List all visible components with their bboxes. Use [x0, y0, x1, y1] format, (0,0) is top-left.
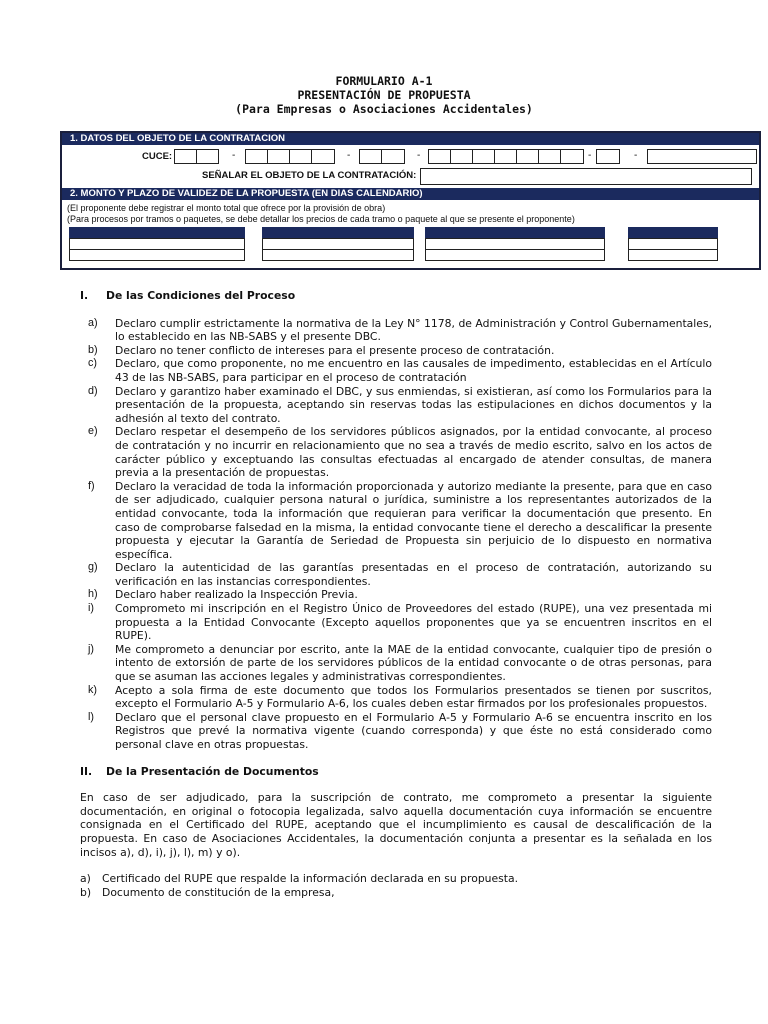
- form-scope: (Para Empresas o Asociaciones Accidentales): [235, 102, 533, 116]
- cuce-digit-input[interactable]: [381, 149, 405, 164]
- condition-item: [80, 317, 712, 344]
- item-text: Declaro, que como proponente, no me encuentro en las causales de impedimento, establecidas en el Artículo 43 de las NB-SABS, para participar en el proceso de contratación: [115, 357, 712, 384]
- cuce-digit-input[interactable]: [311, 149, 335, 164]
- cuce-digit-input[interactable]: [196, 149, 219, 164]
- item-marker: a): [80, 872, 91, 886]
- price-input-cell[interactable]: [262, 249, 414, 261]
- item-text: Declaro haber realizado la Inspección Previa.: [115, 588, 358, 602]
- cuce-digit-input[interactable]: [267, 149, 290, 164]
- item-marker: f): [88, 479, 95, 492]
- item-marker: i): [88, 602, 94, 615]
- objeto-input[interactable]: [420, 168, 752, 185]
- price-column: [628, 228, 718, 261]
- item-text: Declaro que el personal clave propuesto en el Formulario A-5 y Formulario A-6 se encuentra inscrito en los Registros que prevé la normativa vigente (cuando corresponda) y que éste no está considerado como personal clave en otras propuestas.: [115, 710, 712, 751]
- cuce-digit-input[interactable]: [494, 149, 517, 164]
- condition-item: [80, 344, 712, 358]
- section-1-title: [80, 289, 712, 303]
- condition-item: [80, 643, 712, 684]
- price-input-cell[interactable]: [628, 249, 718, 261]
- item-text: Declaro cumplir estrictamente la normativa de la Ley N° 1178, de Administración y Control Gubernamentales, lo establecido en las NB-SABS y el presente DBC.: [115, 316, 712, 344]
- conditions-list: [80, 317, 712, 752]
- condition-item: [80, 480, 712, 562]
- objeto-label: SEÑALAR EL OBJETO DE LA CONTRATACIÓN:: [202, 170, 417, 181]
- section-2-number: II.: [80, 764, 93, 778]
- item-marker: l): [88, 710, 94, 723]
- item-marker: c): [88, 357, 97, 370]
- cuce-digit-input[interactable]: [245, 149, 268, 164]
- price-input-cell[interactable]: [69, 249, 245, 261]
- cuce-number-input[interactable]: [647, 149, 757, 164]
- condition-item: [80, 561, 712, 588]
- item-text: Comprometo mi inscripción en el Registro Único de Proveedores del estado (RUPE), una vez presentada mi propuesta a la Entidad Convocante (Excepto aquellos proponentes que ya se encuentren inscritos en el RUPE).: [115, 602, 712, 643]
- price-column: [425, 228, 605, 261]
- section-2-title-text: De la Presentación de Documentos: [106, 764, 319, 778]
- item-text: Declaro la veracidad de toda la información proporcionada y autorizo mediante la presente, para que en caso de ser adjudicado, cualquier persona natural o jurídica, suministre a los representantes autorizados de la entidad convocante, toda la información que requieran para verificar la documentación que presento. En caso de comprobarse falsedad en la misma, la entidad convocante tiene el derecho a descalificar la presente propuesta y ejecutar la Garantía de Seriedad de Propuesta sin perjuicio de lo dispuesto en normativa específica.: [115, 479, 712, 561]
- cuce-digit-input[interactable]: [472, 149, 495, 164]
- cuce-separator: -: [588, 150, 592, 161]
- cuce-separator: -: [417, 150, 421, 161]
- item-marker: j): [88, 642, 94, 655]
- document-item: [80, 872, 712, 886]
- item-text: Declaro la autenticidad de las garantías presentadas en el proceso de contratación, autorizando su verificación en las instancias correspondientes.: [115, 561, 712, 588]
- section-1-title-text: De las Condiciones del Proceso: [106, 289, 296, 302]
- item-marker: d): [88, 384, 98, 397]
- item-marker: a): [88, 316, 98, 329]
- proposal-form: [60, 131, 761, 270]
- item-marker: g): [88, 561, 98, 574]
- cuce-digit-input[interactable]: [560, 149, 584, 164]
- cuce-digit-input[interactable]: [538, 149, 561, 164]
- item-marker: b): [80, 885, 92, 899]
- cuce-separator: -: [232, 150, 236, 161]
- item-marker: e): [88, 425, 98, 438]
- cuce-digit-input[interactable]: [596, 149, 620, 164]
- item-text: Declaro y garantizo haber examinado el DBC, y sus enmiendas, si existieran, así como los Formularios para la presentación de la propuesta, aceptando sin reservas todas las estipulaciones en dichos documentos y la adhesión al texto del contrato.: [115, 384, 712, 425]
- note-monto-total: (El proponente debe registrar el monto total que ofrece por la provisión de obra): [67, 203, 386, 213]
- note-tramos: (Para procesos por tramos o paquetes, se debe detallar los precios de cada tramo o paquete al que se presente el proponente): [67, 214, 575, 224]
- item-marker: h): [88, 588, 98, 601]
- cuce-digit-input[interactable]: [359, 149, 382, 164]
- item-text: Certificado del RUPE que respalde la información declarada en su propuesta.: [102, 872, 519, 886]
- condition-item: [80, 684, 712, 711]
- cuce-label: CUCE:: [142, 151, 173, 162]
- declaration-body: [80, 289, 712, 899]
- cuce-digit-input[interactable]: [289, 149, 312, 164]
- price-input-cell[interactable]: [425, 249, 605, 261]
- condition-item: [80, 425, 712, 479]
- cuce-separator: -: [347, 150, 351, 161]
- item-marker: b): [88, 343, 98, 356]
- condition-item: [80, 357, 712, 384]
- document-item: [80, 886, 712, 900]
- form-subtitle: PRESENTACIÓN DE PROPUESTA: [297, 88, 471, 102]
- condition-item: [80, 602, 712, 643]
- form-title: FORMULARIO A-1: [335, 74, 433, 88]
- documents-paragraph: En caso de ser adjudicado, para la suscripción de contrato, me comprometo a presentar la siguiente documentación, en original o fotocopia legalizada, salvo aquella documentación cuya información se encuentre consignada en el Certificado del RUPE, aceptando que el incumplimiento es causal de descalificación de la propuesta. En caso de Asociaciones Accidentales, la documentación conjunta a presentar es la señalada en los incisos a), d), i), j), l), m) y o).: [80, 791, 712, 859]
- condition-item: [80, 588, 712, 602]
- price-column: [262, 228, 414, 261]
- cuce-digit-input[interactable]: [428, 149, 451, 164]
- cuce-digit-input[interactable]: [174, 149, 197, 164]
- form-title-block: [0, 74, 768, 116]
- section-1-header: 1. DATOS DEL OBJETO DE LA CONTRATACION: [62, 133, 759, 145]
- condition-item: [80, 385, 712, 426]
- section-2-title: [80, 765, 712, 779]
- item-text: Documento de constitución de la empresa,: [102, 885, 335, 899]
- item-text: Acepto a sola firma de este documento que todos los Formularios presentados se tienen por suscritos, excepto el Formulario A-5 y Formulario A-6, los cuales deben estar firmados por los profesionales propuestos.: [115, 683, 712, 711]
- cuce-separator: -: [634, 150, 638, 161]
- item-text: Declaro no tener conflicto de intereses para el presente proceso de contratación.: [115, 343, 555, 357]
- section-1-number: I.: [80, 289, 89, 302]
- cuce-digit-input[interactable]: [516, 149, 539, 164]
- item-marker: k): [88, 683, 97, 696]
- item-text: Declaro respetar el desempeño de los servidores públicos asignados, por la entidad convocante, al proceso de contratación y no incurrir en relacionamiento que no sea a través de medio escrito, salvo en los actos de carácter público y exceptuando las consultas efectuadas al encargado de atender consultas, de manera previa a la presentación de propuestas.: [115, 425, 712, 480]
- section-2-header: 2. MONTO Y PLAZO DE VALIDEZ DE LA PROPUESTA (EN DIAS CALENDARIO): [62, 188, 759, 200]
- item-text: Me comprometo a denunciar por escrito, ante la MAE de la entidad convocante, cualquier tipo de presión o intento de extorsión de parte de los servidores públicos de la entidad convocante o de otras personas, para que se asuman las acciones legales y administrativas correspondientes.: [115, 642, 712, 684]
- condition-item: [80, 711, 712, 752]
- price-column: [69, 228, 245, 261]
- cuce-digit-input[interactable]: [450, 149, 473, 164]
